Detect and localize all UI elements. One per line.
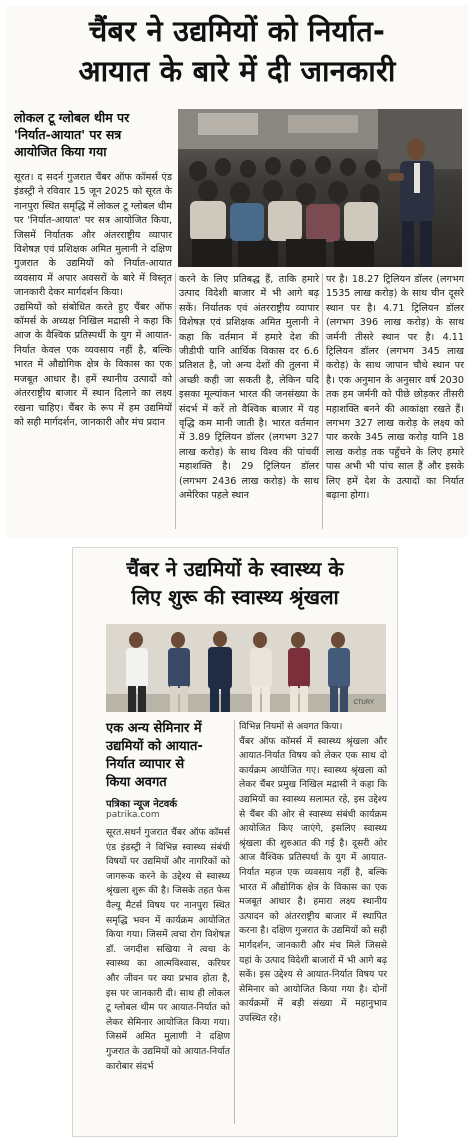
group-photo-dignitaries bbox=[106, 624, 386, 712]
kicker-another-seminar: एक अन्य सेमिनार में उद्यमियों को आयात- निर्यात व्यापार से किया अवगत bbox=[106, 721, 203, 790]
banner-text: CTURY bbox=[353, 700, 374, 706]
byline-news-network: पत्रिका न्यूज नेटवर्क bbox=[106, 799, 178, 810]
seminar-audience-photo bbox=[178, 109, 462, 267]
column-divider bbox=[175, 273, 176, 529]
article-column-1: सूरत.सधर्न गुजरात चैंबर ऑफ कॉमर्स एंड इंडस्ट्री ने विभिन्न स्वास्थ्य संबंधी विषयों पर उद्यमियों और नागरिकों को जागरूक करने के उद्देश्य से स्वास्थ्य श्रृंखला शुरू की है। जिसके तहत फेस वैल्यू मैटर्स विषय पर नानपुरा स्थित समृद्धि भवन में कार्यक्रम आयोजित किया गया। जिसमें त्वचा रोग विशेषज्ञ डॉ. जगदीश सखिया ने त्वचा के स्वास्थ्य का आत्मविश्वास, करियर और जीवन पर क्या प्रभाव होता है, इस पर जानकारी दी। साथ ही लोकल टू ग्लोबल थीम पर आयात-निर्यात को लेकर सेमिनार आयोजित किया गया। जिसमें अमित मुलाणी ने दक्षिण गुजरात के उद्यमियों को आयात-निर्यात कारोबार संदर्भ bbox=[106, 827, 231, 1072]
article-column-2: करने के लिए प्रतिबद्ध हैं, ताकि हमारे उत्पाद विदेशी बाजार में भी आगे बढ़ सकें। निर्यातक एवं अंतरराष्ट्रीय व्यापार विशेषज्ञ एवं प्रशिक्षक अमित मुलानी ने कहा कि वर्तमान में हमारे देश की जीडीपी यानि आर्थिक विकास दर 6.6 प्रतिशत है, जो अन्य देशों की तुलना में अच्छी कही जा सकती है, लेकिन यदि इसका मूल्यांकन भारत की जनसंख्या के संदर्भ में करें तो वैश्विक बाजार में यह वृद्धि कम मानी जाती है। भारत वर्तमान में 3.89 ट्रिलियन डॉलर (लगभग 327 लाख करोड़) के साथ विश्व की पांचवीं महाशक्ति है। 29 ट्रिलियन डॉलर (लगभग 2436 लाख करोड़) के साथ अमेरिका पहले स्थान bbox=[179, 274, 319, 502]
group-photo-illustration bbox=[106, 624, 386, 712]
newspaper-clipping-export-import bbox=[6, 5, 468, 537]
byline-website: patrika.com bbox=[106, 810, 160, 820]
headline-health-series: चैंबर ने उद्यमियों के स्वास्थ्य के लिए शुरू की स्वास्थ्य श्रृंखला bbox=[126, 557, 344, 609]
column-divider bbox=[322, 273, 323, 529]
kicker-local-to-global: लोकल टू ग्लोबल थीम पर 'निर्यात-आयात' पर सत्र आयोजित किया गया bbox=[14, 110, 130, 159]
article-column-3: पर है। 18.27 ट्रिलियन डॉलर (लगभग 1535 लाख करोड़) के साथ चीन दूसरे स्थान पर है। 4.71 ट्रिलियन डॉलर (लगभग 396 लाख करोड़) के साथ जर्मनी तीसरे स्थान पर है। 4.11 ट्रिलियन डॉलर (लगभग 345 लाख करोड़) के साथ जापान चौथे स्थान पर है। एक अनुमान के अनुसार वर्ष 2030 तक हम जर्मनी को पीछे छोड़कर तीसरी महाशक्ति बनने की आकांक्षा रखते हैं। लगभग 327 लाख करोड़ के लक्ष्य को पार करके 345 लाख करोड़ यानि 18 लाख करोड़ तक पहुँचने के लिए हमारे पास अभी भी पांच साल हैं और इसके लिए हमें देश के उत्पादों का निर्यात बढ़ाना होगा। bbox=[326, 274, 464, 502]
newspaper-clipping-health-series bbox=[73, 548, 397, 1136]
article-column-1: सूरत। द सदर्न गुजरात चैंबर ऑफ कॉमर्स एंड इंडस्ट्री ने रविवार 15 जून 2025 को सूरत के नानपुरा स्थित समृद्धि में लोकल टू ग्लोबल थीम पर 'निर्यात-आयात' पर सत्र आयोजित किया, जिसमें निर्यातक और अंतरराष्ट्रीय व्यापार विशेषज्ञ एवं प्रशिक्षक अमित मुलानी ने दक्षिण गुजरात के उद्यमियों को निर्यात-आयात व्यवसाय में अपार अवसरों के बारे में विस्तृत जानकारी देकर मार्गदर्शन किया। उद्यमियों को संबोधित करते हुए चैंबर ऑफ कॉमर्स के अध्यक्ष निखिल मद्रासी ने कहा कि आज के वैश्विक प्रतिस्पर्धी के युग में आयात-निर्यात केवल एक व्यवसाय नहीं है, बल्कि भारत में औद्योगिक क्षेत्र के विकास का एक मजबूत आधार है। हमें स्थानीय उत्पादों को अंतरराष्ट्रीय बाजार में स्थान दिलाने का लक्ष्य रखना चाहिए। चैंबर के रूप में हम उद्यमियों को सही मार्गदर्शन, जानकारी और मंच प्रदान bbox=[14, 172, 172, 428]
seminar-photo-illustration bbox=[178, 109, 462, 267]
article-column-2: विभिन्न नियमों से अवगत किया। चैंबर ऑफ कॉमर्स में स्वास्थ्य श्रृंखला और आयात-निर्यात विषय को लेकर एक साथ दो कार्यक्रम आयोजित गए। स्वास्थ्य श्रृंखला को लेकर चैंबर प्रमुख निखिल मद्रासी ने कहा कि उद्यमियों का स्वास्थ्य सलामत रहे, इस उद्देश्य से चैंबर की ओर से स्वास्थ्य संबंधी कार्यक्रम आयोजित किए जाएंगे, इसलिए स्वास्थ्य श्रृंखला की शुरुआत की गई है। दूसरी ओर आज वैश्विक प्रतिस्पर्धा के युग में आयात-निर्यात महज एक व्यवसाय नहीं है, बल्कि भारत में औद्योगिक क्षेत्र के विकास का एक मजबूत आधार है। हमारा लक्ष्य स्थानीय उत्पादन को अंतरराष्ट्रीय बाजार में स्थापित करना है। दक्षिण गुजरात के उद्यमियों को सही मार्गदर्शन, जानकारी और मंच मिले जिससे यहां के उत्पाद विदेशी बाजारों में भी आगे बढ़ सकें। इस उद्देश्य से आयात-निर्यात विषय पर सेमिनार को आयोजित किया गया है। दोनों कार्यक्रमों में बड़ी संख्या में महानुभाव उपस्थित रहे। bbox=[239, 721, 387, 1024]
column-divider bbox=[234, 720, 235, 1124]
headline-export-import: चैंबर ने उद्यमियों को निर्यात- आयात के बारे में दी जानकारी bbox=[78, 14, 396, 88]
